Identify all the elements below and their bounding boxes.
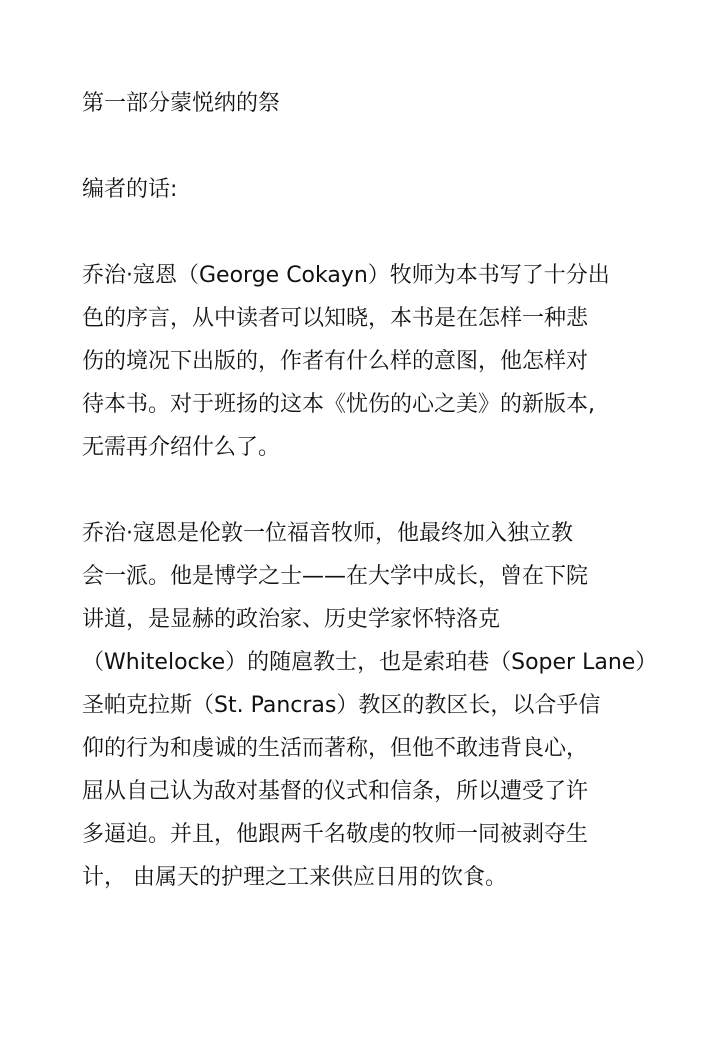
paragraph-line: 乔治·寇恩是伦敦一位福音牧师，他最终加入独立教 bbox=[82, 521, 573, 546]
paragraph-2 bbox=[82, 512, 662, 899]
paragraph-1 bbox=[82, 254, 662, 469]
spacer bbox=[82, 211, 662, 254]
paragraph-line: （Whitelocke）的随扈教士，也是索珀巷（Soper Lane） bbox=[82, 650, 658, 675]
document-title: 第一部分蒙悦纳的祭 bbox=[82, 91, 281, 116]
paragraph-line: 圣帕克拉斯（St. Pancras）教区的教区长，以合乎信 bbox=[82, 693, 601, 718]
document-page bbox=[82, 82, 662, 899]
spacer bbox=[82, 125, 662, 168]
paragraph-line: 屈从自己认为敌对基督的仪式和信条，所以遭受了许 bbox=[82, 779, 589, 804]
paragraph-line: 仰的行为和虔诚的生活而著称，但他不敢违背良心， bbox=[82, 736, 589, 761]
paragraph-line: 色的序言，从中读者可以知晓，本书是在怎样一种悲 bbox=[82, 306, 589, 331]
paragraph-line: 多逼迫。并且，他跟两千名敬虔的牧师一同被剥夺生 bbox=[82, 822, 589, 847]
paragraph-line: 会一派。他是博学之士——在大学中成长，曾在下院 bbox=[82, 564, 589, 589]
editor-heading: 编者的话: bbox=[82, 177, 178, 202]
paragraph-line: 讲道，是显赫的政治家、历史学家怀特洛克 bbox=[82, 607, 501, 632]
paragraph-line: 计， 由属天的护理之工来供应日用的饮食。 bbox=[82, 865, 507, 890]
paragraph-line: 乔治·寇恩（George Cokayn）牧师为本书写了十分出 bbox=[82, 263, 610, 288]
paragraph-line: 无需再介绍什么了。 bbox=[82, 435, 281, 460]
paragraph-line: 待本书。对于班扬的这本《忧伤的心之美》的新版本, bbox=[82, 392, 595, 417]
paragraph-line: 伤的境况下出版的，作者有什么样的意图，他怎样对 bbox=[82, 349, 589, 374]
spacer bbox=[82, 469, 662, 512]
